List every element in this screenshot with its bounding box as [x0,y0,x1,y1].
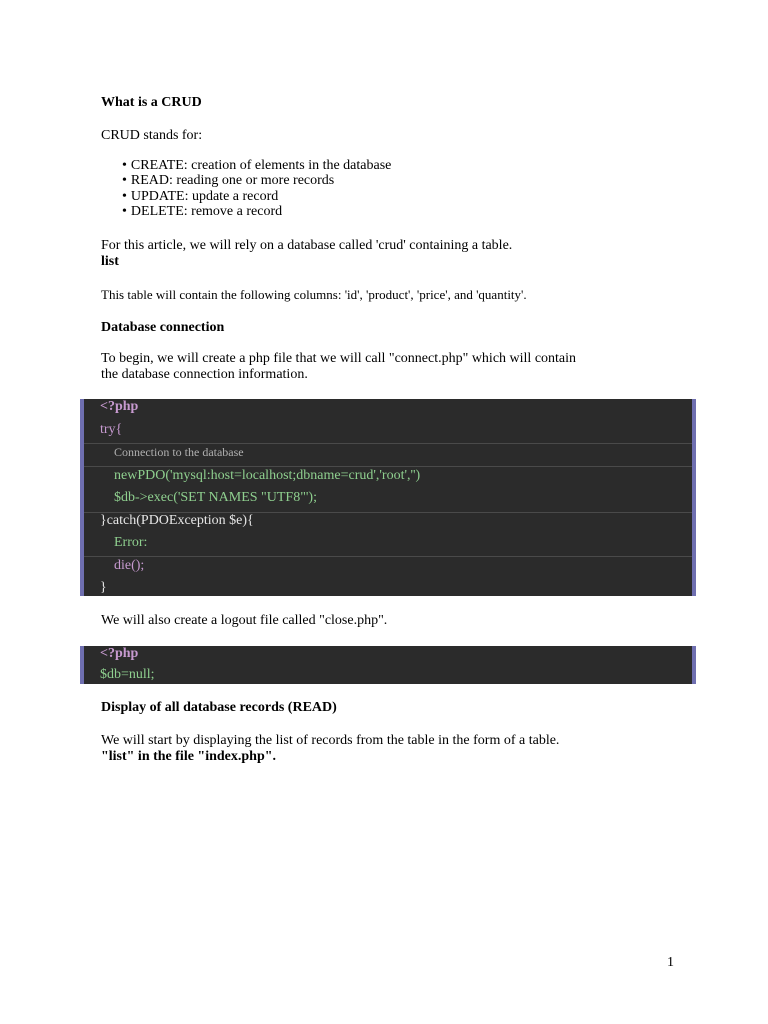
table-name-text: list [101,254,119,269]
bullet-icon: • [122,203,127,219]
code-exec-line: $db->exec('SET NAMES "UTF8"'); [114,490,317,505]
article-intro-text: For this article, we will rely on a database called 'crud' containing a table. [101,238,513,253]
code-pdo-line: newPDO('mysql:host=localhost;dbname=crud','root','') [114,468,421,483]
code-try-open: try{ [100,422,123,437]
code-null-line: $db=null; [100,667,155,682]
code-close-brace: } [100,580,107,595]
code-die-line: die(); [114,558,145,573]
code-comment: Connection to the database [114,445,244,459]
connect-description-line2: the database connection information. [101,367,308,382]
code-error-line: Error: [114,535,148,550]
code-separator [84,466,692,467]
code-separator [84,443,692,444]
code-php-open: <?php [100,399,139,414]
crud-intro-text: CRUD stands for: [101,128,203,143]
page-number: 1 [667,955,674,970]
logout-file-text: We will also create a logout file called "close.php". [101,613,388,628]
list-item: • CREATE: creation of elements in the database [122,158,392,173]
columns-description-text: This table will contain the following columns: 'id', 'product', 'price', and 'quantity'. [101,287,527,302]
code-block-close [80,646,696,684]
code-catch-line: }catch(PDOException $e){ [100,513,254,528]
bullet-icon: • [122,188,127,204]
list-item: • DELETE: remove a record [122,203,283,219]
code-php-open: <?php [100,646,139,661]
heading-display-records: Display of all database records (READ) [101,700,337,715]
list-item: • UPDATE: update a record [122,188,279,204]
code-block-connect [80,399,696,596]
code-separator [84,556,692,557]
read-description-line1: We will start by displaying the list of records from the table in the form of a table. [101,733,560,748]
heading-database-connection: Database connection [101,320,225,335]
read-description-line2: "list" in the file "index.php". [101,749,277,764]
list-item: • READ: reading one or more records [122,173,335,189]
bullet-icon: • [122,158,127,173]
connect-description-line1: To begin, we will create a php file that we will call "connect.php" which will contain [101,351,577,366]
heading-what-is-crud: What is a CRUD [101,95,202,110]
bullet-icon: • [122,173,127,189]
crud-bullet-list [122,158,391,219]
